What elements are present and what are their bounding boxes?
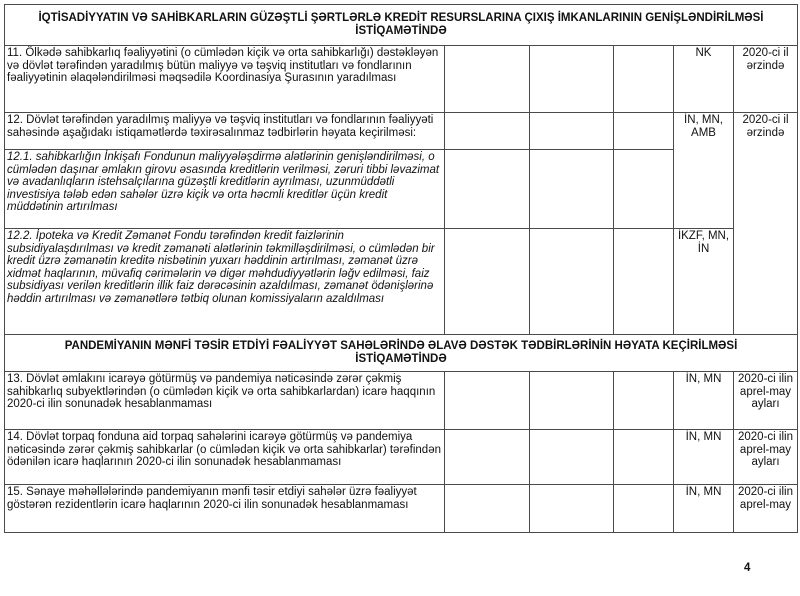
- section1-header: İQTİSADİYYATIN VƏ SAHİBKARLARIN GÜZƏŞTLİ ŞƏRTLƏRLƏ KREDİT RESURSLARINA ÇIXIŞ İMKANLARININ GENİŞLƏNDİRİLMƏSİ İSTİQAMƏTİNDƏ: [5, 5, 798, 46]
- page-number: 4: [744, 562, 751, 574]
- empty-cell: [530, 372, 614, 430]
- empty-cell: [445, 46, 530, 113]
- empty-cell: [614, 485, 674, 533]
- deadline-cell-15: 2020-ci ilin aprel-may: [734, 485, 798, 533]
- executor-cell-12-2: İKZF, MN, İN: [674, 229, 734, 335]
- empty-cell: [530, 430, 614, 485]
- measure-12-text: 12. Dövlət tərəfindən yaradılmış maliyyə və təşviq institutları və fondlarının fəaliyyəti sahəsində aşağıdakı istiqamətlərdə təxirəsalınmaz tədbirlərin həyata keçirilməsi:: [5, 113, 445, 150]
- empty-cell: [445, 150, 530, 229]
- executor-cell-15: İN, MN: [674, 485, 734, 533]
- empty-cell: [530, 150, 614, 229]
- empty-cell: [614, 430, 674, 485]
- empty-cell: [445, 229, 530, 335]
- measure-15-text: 15. Sənaye məhəllələrində pandemiyanın mənfi təsir etdiyi sahələr üzrə fəaliyyət göstərən rezidentlərin icarə haqlarının 2020-ci ilin sonunadək hesablanmaması: [5, 485, 445, 533]
- measures-table: [4, 4, 798, 533]
- measure-13-text: 13. Dövlət əmlakını icarəyə götürmüş və pandemiya nəticəsində zərər çəkmiş sahibkarlıq subyektlərindən (o cümlədən kiçik və orta sahibkarlardan) icarə haqqının 2020-ci ilin sonunadək hesablanmaması: [5, 372, 445, 430]
- measure-12-2-text: 12.2. İpoteka və Kredit Zəmanət Fondu tərəfindən kredit faizlərinin subsidiyalaşdırılması və kredit zəmanəti alətlərinin təkmilləşdirilməsi, o cümlədən bir kredit üzrə zəmanətin kreditə nisbətinin yuxarı həddinin artırılması, zəmanət üzrə xidmət haqlarının, müvafiq cərimələrin və digər məhdudiyyətlərin ləğv edilməsi, faiz subsidiyası verilən kreditlərin illik faiz dərəcəsinin azaldılması, zəmanət ödənişlərinə həddin artırılması və zəmanətlərə tətbiq olunan komissiyaların azaldılması: [5, 229, 445, 335]
- measure-14-text: 14. Dövlət torpaq fonduna aid torpaq sahələrini icarəyə götürmüş və pandemiya nəticəsində zərər çəkmiş sahibkarlar (o cümlədən kiçik və orta sahibkarlar) tərəfindən ödənilən icarə haqlarının 2020-ci ilin sonunadək hesablanmaması: [5, 430, 445, 485]
- empty-cell: [530, 113, 614, 150]
- empty-cell: [445, 372, 530, 430]
- empty-cell: [530, 485, 614, 533]
- deadline-cell-12: 2020-ci il ərzində: [734, 113, 798, 335]
- empty-cell: [445, 430, 530, 485]
- empty-cell: [530, 46, 614, 113]
- executor-cell-11: NK: [674, 46, 734, 113]
- empty-cell: [614, 113, 674, 150]
- empty-cell: [614, 372, 674, 430]
- deadline-cell-13: 2020-ci ilin aprel-may ayları: [734, 372, 798, 430]
- section2-header: PANDEMİYANIN MƏNFİ TƏSİR ETDİYİ FƏALİYYƏT SAHƏLƏRİNDƏ ƏLAVƏ DƏSTƏK TƏDBİRLƏRİNİN HƏYATA KEÇİRİLMƏSİ İSTİQAMƏTİNDƏ: [5, 335, 798, 372]
- executor-cell-14: İN, MN: [674, 430, 734, 485]
- executor-cell-13: İN, MN: [674, 372, 734, 430]
- empty-cell: [445, 485, 530, 533]
- executor-cell-12: İN, MN, AMB: [674, 113, 734, 229]
- deadline-cell-14: 2020-ci ilin aprel-may ayları: [734, 430, 798, 485]
- measure-11-text: 11. Ölkədə sahibkarlıq fəaliyyətini (o cümlədən kiçik və orta sahibkarlığı) dəstəkləyən və dövlət tərəfindən yaradılmış bütün maliyyə və təşviq institutları və fondlarının fəaliyyətinin əlaqələndirilməsi məqsədilə Koordinasiya Şurasının yaradılması: [5, 46, 445, 113]
- empty-cell: [614, 150, 674, 229]
- empty-cell: [445, 113, 530, 150]
- deadline-cell-11: 2020-ci il ərzində: [734, 46, 798, 113]
- empty-cell: [614, 46, 674, 113]
- measure-12-1-text: 12.1. sahibkarlığın İnkişafı Fondunun maliyyələşdirmə alətlərinin genişləndirilməsi, o cümlədən daşınar əmlakın girovu əsasında kreditlərin verilməsi, zəruri tibbi ləvazimat və avadanlıqların istehsalçılarına güzəştli kreditlərin ayrılması, uzunmüddətli investisiya tələb edən sahələr üzrə kiçik və orta həcmli kreditlər üçün kredit müddətinin artırılması: [5, 150, 445, 229]
- empty-cell: [530, 229, 614, 335]
- empty-cell: [614, 229, 674, 335]
